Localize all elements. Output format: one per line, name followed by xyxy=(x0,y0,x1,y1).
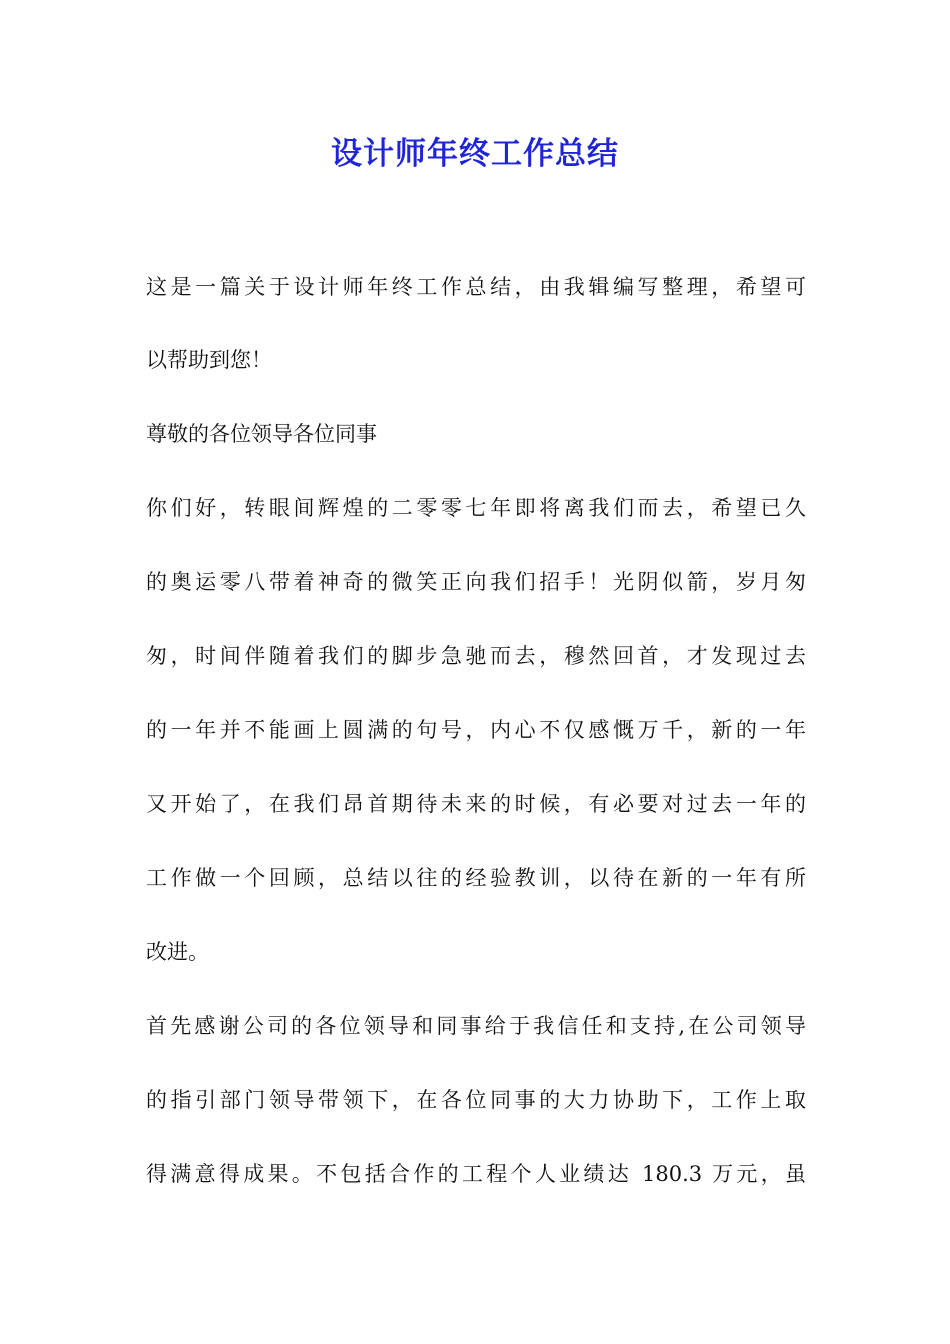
text-line-4: 你们好，转眼间辉煌的二零零七年即将离我们而去，希望已久 xyxy=(146,496,806,520)
text-line-10: 改进。 xyxy=(146,940,209,964)
salutation-line: 尊敬的各位领导各位同事 xyxy=(146,422,377,446)
text-line-11: 首先感谢公司的各位领导和同事给于我信任和支持,在公司领导 xyxy=(146,1014,806,1038)
text-line-5: 的奥运零八带着神奇的微笑正向我们招手！光阴似箭，岁月匆 xyxy=(146,570,806,594)
text-line-9: 工作做一个回顾，总结以往的经验教训，以待在新的一年有所 xyxy=(146,866,806,890)
text-line-2: 以帮助到您！ xyxy=(146,348,272,372)
text-line-8: 又开始了，在我们昂首期待未来的时候，有必要对过去一年的 xyxy=(146,792,806,816)
text-line-1: 这是一篇关于设计师年终工作总结，由我辑编写整理，希望可 xyxy=(146,275,806,299)
text-line-13: 得满意得成果。不包括合作的工程个人业绩达 180.3 万元，虽 xyxy=(146,1162,806,1186)
document-title: 设计师年终工作总结 xyxy=(331,136,619,172)
text-line-7: 的一年并不能画上圆满的句号，内心不仅感慨万千，新的一年 xyxy=(146,718,806,742)
text-line-12: 的指引部门领导带领下，在各位同事的大力协助下，工作上取 xyxy=(146,1088,806,1112)
text-line-6: 匆，时间伴随着我们的脚步急驰而去，穆然回首，才发现过去 xyxy=(146,644,806,668)
